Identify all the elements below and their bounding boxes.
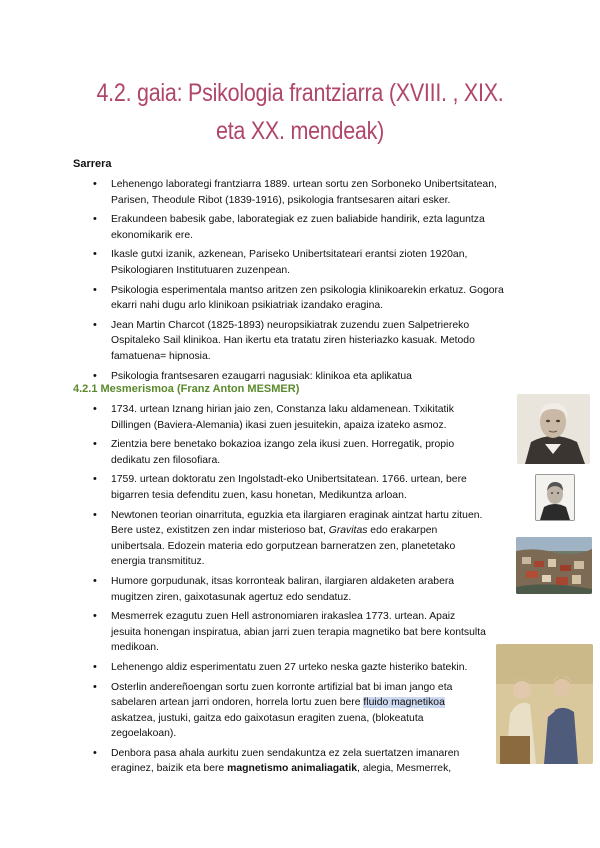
mesmer-portrait-image <box>517 394 590 464</box>
intro-list <box>93 177 518 388</box>
text-segment: Newtonen teorian oinarrituta, eguzkia eta ilargiaren eraginak aintzat hartu zituen. Bere ustez, existitzen zen indar misterioso bat, <box>111 509 483 537</box>
list-item: • Lehenengo aldiz esperimentatu zuen 27 urteko neska gazte histeriko batekin. <box>93 660 488 676</box>
list-item <box>93 680 488 742</box>
italic-term: Gravitas <box>328 525 368 537</box>
highlighted-term: fluido magnetikoa <box>363 697 445 709</box>
list-item: • 1734. urtean Iznang hirian jaio zen, Constanza laku aldamenean. Txikitatik Dillingen (Baviera-Alemania) ikasi zuen jesuitekin, apaiza izateko asmoz. <box>93 402 488 433</box>
list-item <box>93 508 488 570</box>
list-item: • Erakundeen babesik gabe, laborategiak ez zuen baliabide handirik, ezta laguntza ekonomikarik ere. <box>93 212 518 243</box>
list-item: • Zientzia bere benetako bokazioa izango zela ikusi zuen. Horregatik, propio dedikatu zen filosofiara. <box>93 437 488 468</box>
list-item: • Psikologia esperimentala mantso aritzen zen psikologia klinikoarekin erkatuz. Gogora ekarri nahi dugu arlo klinikoan psikiatriak izandako eragina. <box>93 283 518 314</box>
town-aerial-image <box>516 537 592 594</box>
text-segment: Osterlin andereñoengan sortu zuen korronte artifizial bat bi iman jango eta sabelaren artean jarri ondoren, horrela lortu zuen bere <box>111 681 453 709</box>
bold-term: magnetismo animaliagatik <box>227 763 358 775</box>
list-item: • 1759. urtean doktoratu zen Ingolstadt-eko Unibertsitatean. 1766. urtean, bere bigarren tesia defenditu zuen, kasu honetan, Medikuntza arloan. <box>93 472 488 503</box>
list-item: • Humore gorpudunak, itsas korronteak baliran, ilargiaren aldaketen arabera mugitzen ziren, gaixotasunak agertuz edo sendatuz. <box>93 574 488 605</box>
engraving-portrait-image <box>535 474 575 521</box>
list-item: • Mesmerrek ezagutu zuen Hell astronomiaren irakaslea 1773. urtean. Apaiz jesuita honengan inspiratua, abian jarri zuen terapia magnetiko bat bere kontsulta medikoan. <box>93 609 488 656</box>
text-segment: Denbora pasa ahala aurkitu zuen sendakuntza ez zela suertatzen imanaren eraginez, baizik eta bere <box>111 747 460 775</box>
list-item: • Ikasle gutxi izanik, azkenean, Pariseko Unibertsitateari erantsi zioten 1920an, Psikologiaren Institutuaren zuzenpean. <box>93 247 518 278</box>
text-segment: askatzea, justuki, gaitza edo gaixotasun eragiten zuena, (blokeatuta zegoelakoan). <box>111 712 424 740</box>
page-title: 4.2. gaia: Psikologia frantziarra (XVIII. , XIX. eta XX. mendeak) <box>96 79 504 145</box>
list-item: • Lehenengo laborategi frantziarra 1889. urtean sortu zen Sorboneko Unibertsitatean, Parisen, Theodule Ribot (1839-1916), psikologia frantsesaren aitari esker. <box>93 177 518 208</box>
text-segment: , alegia, Mesmerrek, <box>357 763 452 775</box>
list-item: • Psikologia frantsesaren ezaugarri nagusiak: klinikoa eta aplikatua <box>93 369 518 385</box>
magnetism-painting-image <box>496 644 593 764</box>
mesmer-heading: 4.2.1 Mesmerismoa (Franz Anton MESMER) <box>73 383 300 395</box>
mesmer-list <box>93 402 488 781</box>
intro-heading: Sarrera <box>73 158 112 170</box>
list-item: • Jean Martin Charcot (1825-1893) neuropsikiatrak zuzendu zuen Salpetriereko Ospitaleko Sail klinikoa. Han ikertu eta tratatu ziren histeriazko kasuak. Metodo famatuena= hipnosia. <box>93 318 518 365</box>
list-item <box>93 746 488 777</box>
text-segment: edo erakarpen unibertsala. Edozein materia edo gorputzean barneratzen zen, planetetako energia transmitituz. <box>111 525 456 568</box>
